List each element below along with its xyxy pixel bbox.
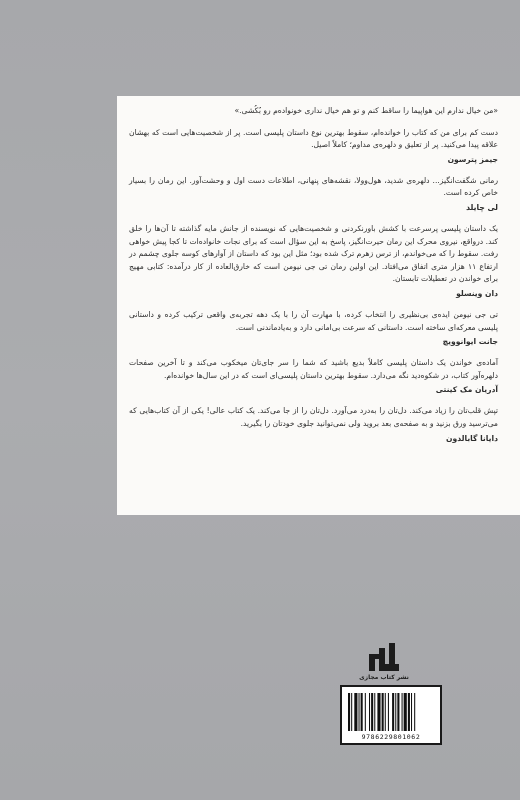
barcode-bar xyxy=(414,693,415,731)
barcode xyxy=(340,685,442,745)
barcode-bar xyxy=(351,693,352,731)
barcode-bar xyxy=(371,693,373,731)
blurb-text: تپش قلب‌تان را زیاد می‌کند. دل‌تان را به‌درد می‌آورد. دل‌تان را از جا می‌کند. یک کتاب عالی! یکی از آن کتاب‌هایی که می‌ترسید ورق بزنید و به صفحه‌ی بعد بروید ولی نمی‌توانید جلوی خودتان را بگیرید. xyxy=(129,406,498,428)
blurb-text: رمانی شگفت‌انگیز... دلهره‌ی شدید، هول‌وولا، نقشه‌های پنهانی، اطلاعات دست اول و وحشت‌آور. این رمان را بسیار خاص کرده است. xyxy=(129,175,498,198)
barcode-bar xyxy=(365,693,366,731)
blurb-2 xyxy=(129,175,498,212)
barcode-bar xyxy=(408,693,410,731)
isbn-number: 9786229801062 xyxy=(361,733,421,741)
barcode-bar xyxy=(395,693,396,731)
blurb-author: لی چایلد xyxy=(466,202,498,212)
barcode-bar xyxy=(354,693,357,731)
barcode-bar xyxy=(348,693,350,731)
barcode-bar xyxy=(359,693,360,731)
barcode-bar xyxy=(369,693,370,731)
barcode-bar xyxy=(377,693,380,731)
blurb-text: یک داستان پلیسی پرسرعت با کشش باورنکردنی و شخصیت‌هایی که نویسنده از جانش مایه گذاشته تا آن‌ها را خلق کند. درواقع، نیروی محرک این رمان حیرت‌انگیز، پاسخ به این سؤال است که برای نجات خانواده‌ات تا کجا پیش خواهی رفت. سقوط را که می‌خواندم، از ترس زهرم ترک شده بود؛ مثل این بود که داستان از آوارهای کوسه جلوی چشمم در ارتفاع ۱۱ هزار متری اتفاق می‌افتاد. این اولین رمان تی جی نیومن است که خارق‌العاده از کار درآمده: کتابی مهیج برای خواندن در تعطیلات تابستان. xyxy=(129,223,498,284)
blurb-text: آماده‌ی خواندن یک داستان پلیسی کاملاً بدیع باشید که شما را سر جای‌تان میخکوب می‌کند و تا آخرین صفحات دلهره‌آور کتاب، در شکوه‌دید نگه می‌دارد. سقوط بهترین داستان پلیسی‌ای است که در این سال‌ها خوانده‌ام. xyxy=(129,358,498,380)
intro-quote-block xyxy=(129,105,498,118)
barcode-bar xyxy=(388,693,389,731)
blurb-6 xyxy=(129,405,498,442)
blurb-author: دان وینسلو xyxy=(456,288,498,298)
blurb-author: آدریان مک کینتی xyxy=(435,385,498,395)
blurb-author: جیمز پترسون xyxy=(447,154,498,164)
blurb-5 xyxy=(129,357,498,394)
barcode-bar xyxy=(411,693,412,731)
blurb-author: جانت ایوانوویچ xyxy=(442,337,498,347)
barcode-bar xyxy=(404,693,407,731)
barcode-bar xyxy=(392,693,394,731)
barcode-bar xyxy=(385,693,386,731)
blurb-1 xyxy=(129,127,498,164)
blurb-4 xyxy=(129,309,498,346)
barcode-bar xyxy=(361,693,363,731)
barcode-bar xyxy=(402,693,403,731)
blurb-text: دست کم برای من که کتاب را خوانده‌ام، سقوط بهترین نوع داستان پلیسی است. پر از شخصیت‌هایی است که بهشان علاقه پیدا می‌کنید. پر از تعلیق و دلهره‌ی مداوم؛ کاملاً اصیل. xyxy=(129,127,498,150)
blurb-3 xyxy=(129,223,498,298)
publisher-name: نشر کتاب مجازی xyxy=(359,674,409,681)
intro-quote: «من خیال ندارم این هواپیما را ساقط کنم و تو هم خیال نداری خونواده‌م رو بُکُشی.» xyxy=(234,106,498,115)
blurb-text: تی جی نیومن ایده‌ی بی‌نظیری را انتخاب کرده، با مهارت آن را با یک دهه تجربه‌ی واقعی ترکیب کرده و داستانی پلیسی معرکه‌ای ساخته است. داستانی که سرعت بی‌امانی دارد و به‌یادماندنی است. xyxy=(129,309,498,332)
barcode-bar xyxy=(397,693,399,731)
publisher-logo-icon xyxy=(368,642,400,672)
blurb-author: دایانا گابالدون xyxy=(446,433,498,443)
barcode-bars xyxy=(348,693,434,731)
barcode-bar xyxy=(382,693,384,731)
blurb-panel xyxy=(117,96,520,515)
barcode-bar xyxy=(374,693,375,731)
